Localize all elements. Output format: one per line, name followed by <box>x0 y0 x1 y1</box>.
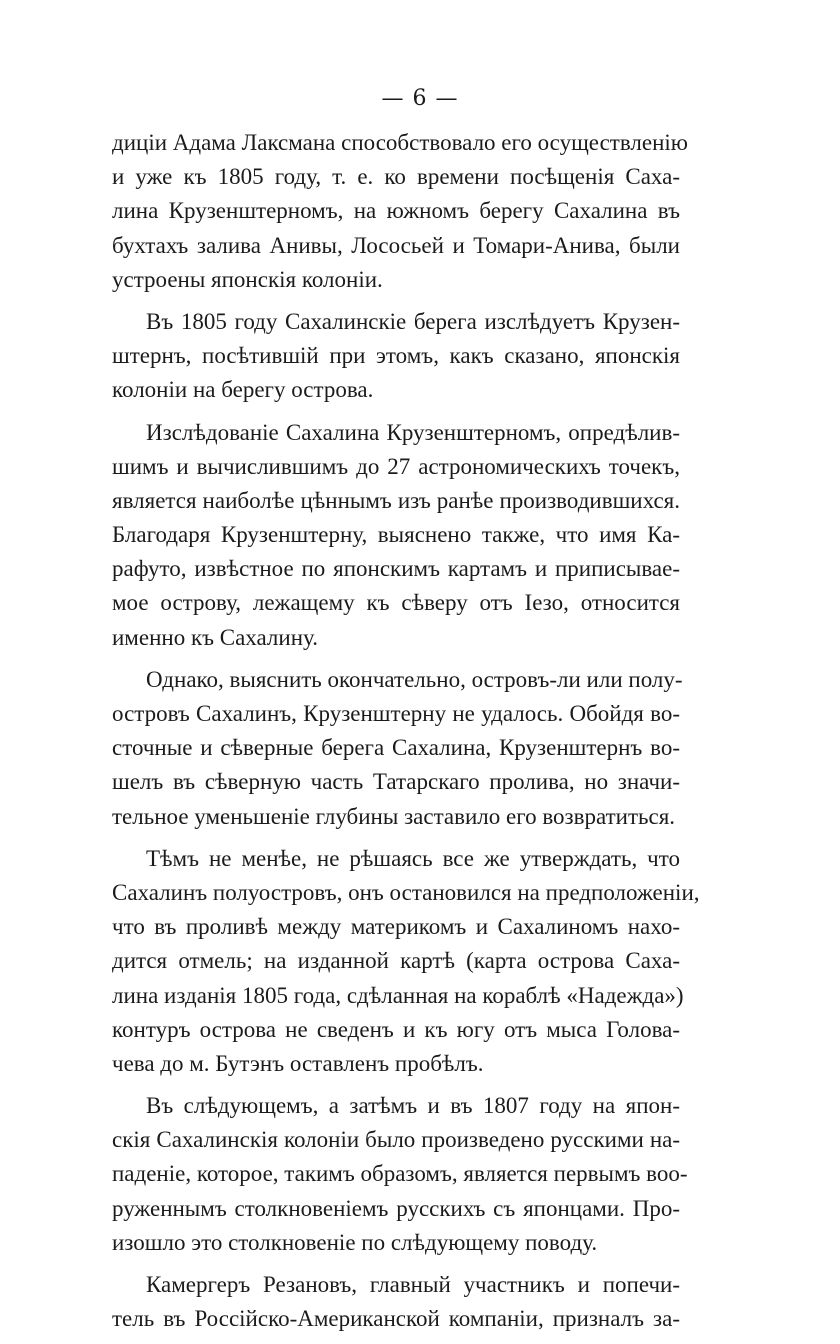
text-line: шелъ въ сѣверную часть Татарскаго пролива, но значи- <box>112 769 680 795</box>
text-line: штернъ, посѣтившій при этомъ, какъ сказано, японскія <box>112 343 680 369</box>
text-line: островъ Сахалинъ, Крузенштерну не удалось. Обойдя во- <box>112 701 680 726</box>
text-line: Тѣмъ не менѣе, не рѣшаясь все же утверждать, что <box>146 845 680 871</box>
text-line: рафуто, извѣстное по японскимъ картамъ и приписывае- <box>112 556 680 582</box>
text-line: лина Крузенштерномъ, на южномъ берегу Сахалина въ <box>112 198 680 224</box>
paragraph-1 <box>112 126 688 297</box>
text-line: что въ проливѣ между материкомъ и Сахалиномъ нахо- <box>112 914 680 940</box>
text-line: шимъ и вычислившимъ до 27 астрономическихъ точекъ, <box>112 453 680 479</box>
text-line: тельное уменьшеніе глубины заставило его возвратиться. <box>112 803 676 829</box>
text-line: изошло это столкновеніе по слѣдующему поводу. <box>112 1229 598 1255</box>
paragraph-3 <box>112 416 680 655</box>
text-line: колоніи на берегу острова. <box>112 377 374 403</box>
text-line: мое острову, лежащему къ сѣверу отъ Іезо, относится <box>112 590 680 616</box>
paragraph-2 <box>112 305 680 408</box>
paragraph-7 <box>112 1268 680 1336</box>
text-line: Сахалинъ полуостровъ, онъ остановился на предположеніи, <box>112 879 700 905</box>
text-line: тель въ Россійско-Американской компаніи, призналъ за- <box>112 1306 680 1332</box>
text-line: Однако, выяснить окончательно, островъ-ли или полу- <box>146 666 683 692</box>
paragraph-6 <box>112 1089 688 1260</box>
text-line: Камергеръ Резановъ, главный участникъ и попечи- <box>146 1272 680 1297</box>
text-line: Въ 1805 году Сахалинскіе берега изслѣдуетъ Крузен- <box>146 308 680 334</box>
text-line: диціи Адама Лаксмана способствовало его осуществленію <box>112 130 688 155</box>
text-line: руженнымъ столкновеніемъ русскихъ съ японцами. Про- <box>112 1195 680 1221</box>
text-line: именно къ Сахалину. <box>112 624 318 650</box>
paragraph-4 <box>112 663 683 834</box>
page-number: — 6 — <box>381 86 459 111</box>
text-line: Благодаря Крузенштерну, выяснено также, что имя Ка- <box>112 522 680 548</box>
text-line: дится отмель; на изданной картѣ (карта острова Саха- <box>112 948 680 974</box>
paragraph-5 <box>112 842 700 1081</box>
text-line: Изслѣдованіе Сахалина Крузенштерномъ, опредѣлив- <box>146 419 680 445</box>
text-line: и уже къ 1805 году, т. е. ко времени посѣщенія Саха- <box>112 164 680 190</box>
text-line: устроены японскія колоніи. <box>112 266 383 292</box>
text-line: контуръ острова не сведенъ и къ югу отъ мыса Голова- <box>112 1016 680 1042</box>
text-line: лина изданія 1805 года, сдѣланная на кораблѣ «Надежда») <box>112 982 684 1008</box>
text-line: Въ слѣдующемъ, а затѣмъ и въ 1807 году на япон- <box>146 1093 680 1119</box>
text-line: скія Сахалинскія колоніи было произведено русскими на- <box>112 1127 680 1153</box>
text-line: является наиболѣе цѣннымъ изъ ранѣе производившихся. <box>112 487 680 513</box>
text-line: сточные и сѣверные берега Сахалина, Крузенштернъ во- <box>112 735 680 761</box>
text-line: бухтахъ залива Анивы, Лососьей и Томари-Анива, были <box>112 232 680 258</box>
text-line: чева до м. Бутэнъ оставленъ пробѣлъ. <box>112 1050 484 1076</box>
text-line: паденіе, которое, такимъ образомъ, является первымъ воо- <box>112 1161 688 1187</box>
text-body <box>112 126 700 1344</box>
